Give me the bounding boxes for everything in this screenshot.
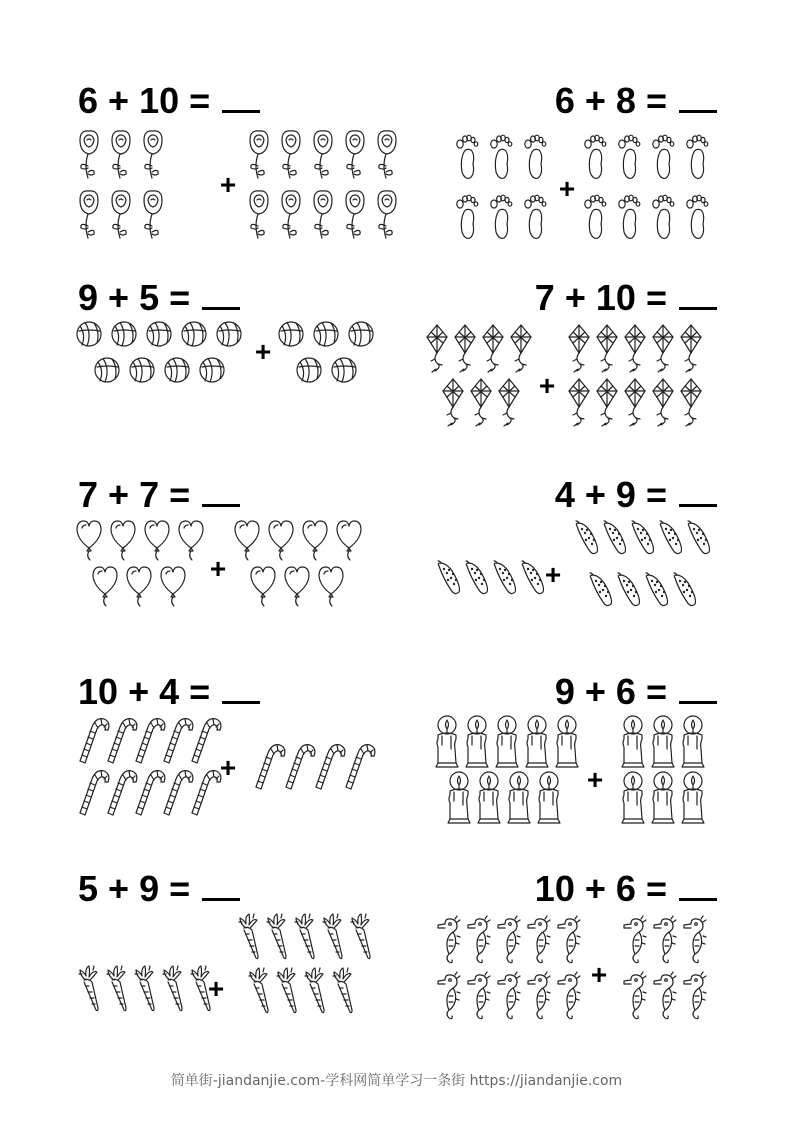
operand-a: 10 — [534, 868, 575, 909]
candle-icon — [682, 716, 704, 767]
problem-10 — [395, 868, 755, 1048]
beach-ball-icon — [279, 322, 303, 346]
kite-icon — [455, 325, 475, 372]
rose-icon — [80, 191, 98, 238]
candle-icon — [448, 772, 470, 823]
candle-icon — [526, 716, 548, 767]
picture-group — [40, 715, 400, 845]
seahorse-icon — [498, 972, 520, 1019]
plus-sign: + — [584, 671, 606, 712]
footprint-icon — [653, 195, 674, 238]
answer-blank[interactable] — [679, 277, 717, 310]
candle-icon — [466, 716, 488, 767]
carrot-icon — [323, 914, 342, 959]
heart-balloon-icon — [93, 567, 117, 606]
candy-cane-icon — [256, 745, 285, 789]
candle-icon — [538, 772, 560, 823]
answer-blank[interactable] — [202, 868, 240, 901]
seahorse-icon — [498, 916, 520, 963]
kite-icon — [653, 325, 673, 372]
seahorse-icon — [684, 916, 706, 963]
operand-a: 10 — [78, 671, 119, 712]
footprint-icon — [491, 195, 512, 238]
candy-cane-icon — [136, 771, 165, 815]
cucumber-icon — [688, 521, 710, 554]
operand-b: 6 — [615, 671, 636, 712]
heart-balloon-icon — [319, 567, 343, 606]
equals-sign: = — [645, 474, 667, 515]
kite-icon — [653, 379, 673, 426]
candle-icon — [478, 772, 500, 823]
equation — [555, 474, 717, 515]
answer-blank[interactable] — [202, 277, 240, 310]
carrot-icon — [305, 968, 324, 1013]
equation — [78, 671, 260, 712]
footer-watermark: 简单街-jiandanjie.com-学科网简单学习一条街 https://jiandanjie.com — [170, 1073, 623, 1089]
operand-b: 8 — [615, 80, 636, 121]
problem-7 — [40, 671, 400, 851]
carrot-icon — [249, 968, 268, 1013]
answer-blank[interactable] — [679, 80, 717, 113]
heart-balloon-icon — [235, 521, 259, 560]
equals-sign: = — [645, 277, 667, 318]
rose-icon — [250, 131, 268, 178]
rose-icon — [112, 131, 130, 178]
candy-cane-icon — [192, 771, 221, 815]
operand-a: 7 — [78, 474, 99, 515]
kite-icon — [681, 325, 701, 372]
equation — [78, 868, 240, 909]
operand-a: 5 — [78, 868, 99, 909]
picture-group — [40, 321, 400, 451]
beach-ball-icon — [332, 358, 356, 382]
seahorse-icon — [654, 972, 676, 1019]
answer-blank[interactable] — [222, 671, 260, 704]
operand-a: 7 — [534, 277, 555, 318]
rose-icon — [346, 131, 364, 178]
operand-b: 9 — [139, 868, 160, 909]
candy-cane-icon — [108, 771, 137, 815]
equation — [555, 671, 717, 712]
carrot-icon — [107, 966, 126, 1011]
plus-sign: + — [584, 868, 606, 909]
plus-symbol: + — [209, 553, 227, 584]
rose-icon — [378, 191, 396, 238]
plus-symbol: + — [219, 169, 237, 200]
heart-balloon-icon — [111, 521, 135, 560]
equation — [78, 277, 240, 318]
plus-sign: + — [108, 80, 130, 121]
cucumber-icon — [646, 573, 668, 606]
carrot-icon — [267, 914, 286, 959]
seahorse-icon — [468, 972, 490, 1019]
cucumber-icon — [438, 561, 460, 594]
beach-ball-icon — [314, 322, 338, 346]
rose-icon — [346, 191, 364, 238]
equals-sign: = — [169, 474, 191, 515]
rose-icon — [144, 131, 162, 178]
kite-icon — [625, 325, 645, 372]
equation — [555, 80, 717, 121]
kite-icon — [471, 379, 491, 426]
seahorse-icon — [684, 972, 706, 1019]
problem-5 — [40, 474, 400, 654]
rose-icon — [112, 191, 130, 238]
seahorse-icon — [468, 916, 490, 963]
candle-icon — [436, 716, 458, 767]
footprint-icon — [687, 195, 708, 238]
kite-icon — [681, 379, 701, 426]
cucumber-icon — [674, 573, 696, 606]
operand-b: 5 — [139, 277, 160, 318]
candle-icon — [556, 716, 578, 767]
picture-group — [395, 912, 755, 1042]
rose-icon — [282, 131, 300, 178]
beach-ball-icon — [112, 322, 136, 346]
carrot-icon — [135, 966, 154, 1011]
candle-icon — [622, 772, 644, 823]
seahorse-icon — [624, 916, 646, 963]
plus-symbol: + — [586, 764, 604, 795]
footprint-icon — [585, 195, 606, 238]
problem-1 — [40, 80, 400, 260]
beach-ball-icon — [349, 322, 373, 346]
problem-6 — [395, 474, 755, 654]
answer-blank[interactable] — [202, 474, 240, 507]
carrot-icon — [79, 966, 98, 1011]
equals-sign: = — [645, 80, 667, 121]
candy-cane-icon — [286, 745, 315, 789]
kite-icon — [443, 379, 463, 426]
heart-balloon-icon — [179, 521, 203, 560]
beach-ball-icon — [130, 358, 154, 382]
equals-sign: = — [169, 277, 191, 318]
cucumber-icon — [522, 561, 544, 594]
picture-group — [395, 124, 755, 254]
kite-icon — [511, 325, 531, 372]
footprint-icon — [585, 135, 606, 178]
beach-ball-icon — [297, 358, 321, 382]
footprint-icon — [619, 135, 640, 178]
carrot-icon — [351, 914, 370, 959]
candle-icon — [652, 772, 674, 823]
problem-9 — [40, 868, 400, 1048]
problem-4 — [395, 277, 755, 457]
kite-icon — [597, 379, 617, 426]
picture-group — [395, 518, 755, 648]
heart-balloon-icon — [337, 521, 361, 560]
plus-sign: + — [128, 671, 150, 712]
beach-ball-icon — [217, 322, 241, 346]
operand-b: 4 — [159, 671, 180, 712]
seahorse-icon — [528, 972, 550, 1019]
operand-a: 4 — [554, 474, 575, 515]
footprint-icon — [619, 195, 640, 238]
footprint-icon — [525, 195, 546, 238]
heart-balloon-icon — [161, 567, 185, 606]
candle-icon — [682, 772, 704, 823]
plus-sign: + — [108, 277, 130, 318]
operand-b: 6 — [615, 868, 636, 909]
plus-symbol: + — [590, 959, 608, 990]
problem-3 — [40, 277, 400, 457]
seahorse-icon — [438, 972, 460, 1019]
seahorse-icon — [654, 916, 676, 963]
beach-ball-icon — [182, 322, 206, 346]
candy-cane-icon — [80, 771, 109, 815]
rose-icon — [80, 131, 98, 178]
heart-balloon-icon — [285, 567, 309, 606]
plus-symbol: + — [558, 173, 576, 204]
equation — [78, 80, 260, 121]
carrot-icon — [163, 966, 182, 1011]
cucumber-icon — [466, 561, 488, 594]
candle-icon — [622, 716, 644, 767]
kite-icon — [569, 325, 589, 372]
beach-ball-icon — [165, 358, 189, 382]
cucumber-icon — [494, 561, 516, 594]
kite-icon — [499, 379, 519, 426]
operand-a: 9 — [554, 671, 575, 712]
picture-group — [40, 912, 400, 1042]
answer-blank[interactable] — [679, 868, 717, 901]
operand-b: 9 — [615, 474, 636, 515]
rose-icon — [144, 191, 162, 238]
equation — [535, 277, 717, 318]
candle-icon — [508, 772, 530, 823]
heart-balloon-icon — [251, 567, 275, 606]
kite-icon — [625, 379, 645, 426]
candy-cane-icon — [108, 719, 137, 763]
operand-b: 7 — [139, 474, 160, 515]
operand-a: 6 — [554, 80, 575, 121]
heart-balloon-icon — [303, 521, 327, 560]
answer-blank[interactable] — [222, 80, 260, 113]
heart-balloon-icon — [269, 521, 293, 560]
candy-cane-icon — [346, 745, 375, 789]
picture-group — [40, 518, 400, 648]
beach-ball-icon — [77, 322, 101, 346]
kite-icon — [483, 325, 503, 372]
candle-icon — [652, 716, 674, 767]
equals-sign: = — [189, 80, 211, 121]
kite-icon — [427, 325, 447, 372]
seahorse-icon — [624, 972, 646, 1019]
plus-symbol: + — [207, 973, 225, 1004]
equals-sign: = — [169, 868, 191, 909]
carrot-icon — [239, 914, 258, 959]
candy-cane-icon — [316, 745, 345, 789]
candy-cane-icon — [192, 719, 221, 763]
carrot-icon — [277, 968, 296, 1013]
answer-blank[interactable] — [679, 474, 717, 507]
footprint-icon — [525, 135, 546, 178]
picture-group — [395, 321, 755, 451]
candy-cane-icon — [136, 719, 165, 763]
seahorse-icon — [528, 916, 550, 963]
plus-symbol: + — [254, 336, 272, 367]
cucumber-icon — [618, 573, 640, 606]
cucumber-icon — [632, 521, 654, 554]
plus-sign: + — [584, 474, 606, 515]
plus-symbol: + — [544, 559, 562, 590]
rose-icon — [378, 131, 396, 178]
candle-icon — [496, 716, 518, 767]
kite-icon — [569, 379, 589, 426]
footprint-icon — [491, 135, 512, 178]
rose-icon — [314, 191, 332, 238]
cucumber-icon — [590, 573, 612, 606]
footprint-icon — [457, 195, 478, 238]
candy-cane-icon — [80, 719, 109, 763]
problem-8 — [395, 671, 755, 851]
heart-balloon-icon — [145, 521, 169, 560]
operand-b: 10 — [139, 80, 180, 121]
plus-sign: + — [584, 80, 606, 121]
heart-balloon-icon — [77, 521, 101, 560]
cucumber-icon — [604, 521, 626, 554]
kite-icon — [597, 325, 617, 372]
beach-ball-icon — [147, 322, 171, 346]
seahorse-icon — [558, 972, 580, 1019]
candy-cane-icon — [164, 719, 193, 763]
heart-balloon-icon — [127, 567, 151, 606]
operand-a: 6 — [78, 80, 99, 121]
cucumber-icon — [660, 521, 682, 554]
plus-sign: + — [108, 474, 130, 515]
cucumber-icon — [576, 521, 598, 554]
operand-b: 10 — [595, 277, 636, 318]
picture-group — [395, 715, 755, 845]
equals-sign: = — [645, 868, 667, 909]
answer-blank[interactable] — [679, 671, 717, 704]
problem-2 — [395, 80, 755, 260]
footprint-icon — [457, 135, 478, 178]
carrot-icon — [333, 968, 352, 1013]
equation — [78, 474, 240, 515]
carrot-icon — [295, 914, 314, 959]
rose-icon — [282, 191, 300, 238]
plus-symbol: + — [219, 752, 237, 783]
candy-cane-icon — [164, 771, 193, 815]
equals-sign: = — [645, 671, 667, 712]
operand-a: 9 — [78, 277, 99, 318]
footprint-icon — [687, 135, 708, 178]
beach-ball-icon — [95, 358, 119, 382]
picture-group — [40, 124, 400, 254]
seahorse-icon — [558, 916, 580, 963]
beach-ball-icon — [200, 358, 224, 382]
footprint-icon — [653, 135, 674, 178]
plus-sign: + — [108, 868, 130, 909]
equation — [535, 868, 717, 909]
rose-icon — [250, 191, 268, 238]
equals-sign: = — [189, 671, 211, 712]
plus-symbol: + — [538, 370, 556, 401]
rose-icon — [314, 131, 332, 178]
seahorse-icon — [438, 916, 460, 963]
plus-sign: + — [564, 277, 586, 318]
